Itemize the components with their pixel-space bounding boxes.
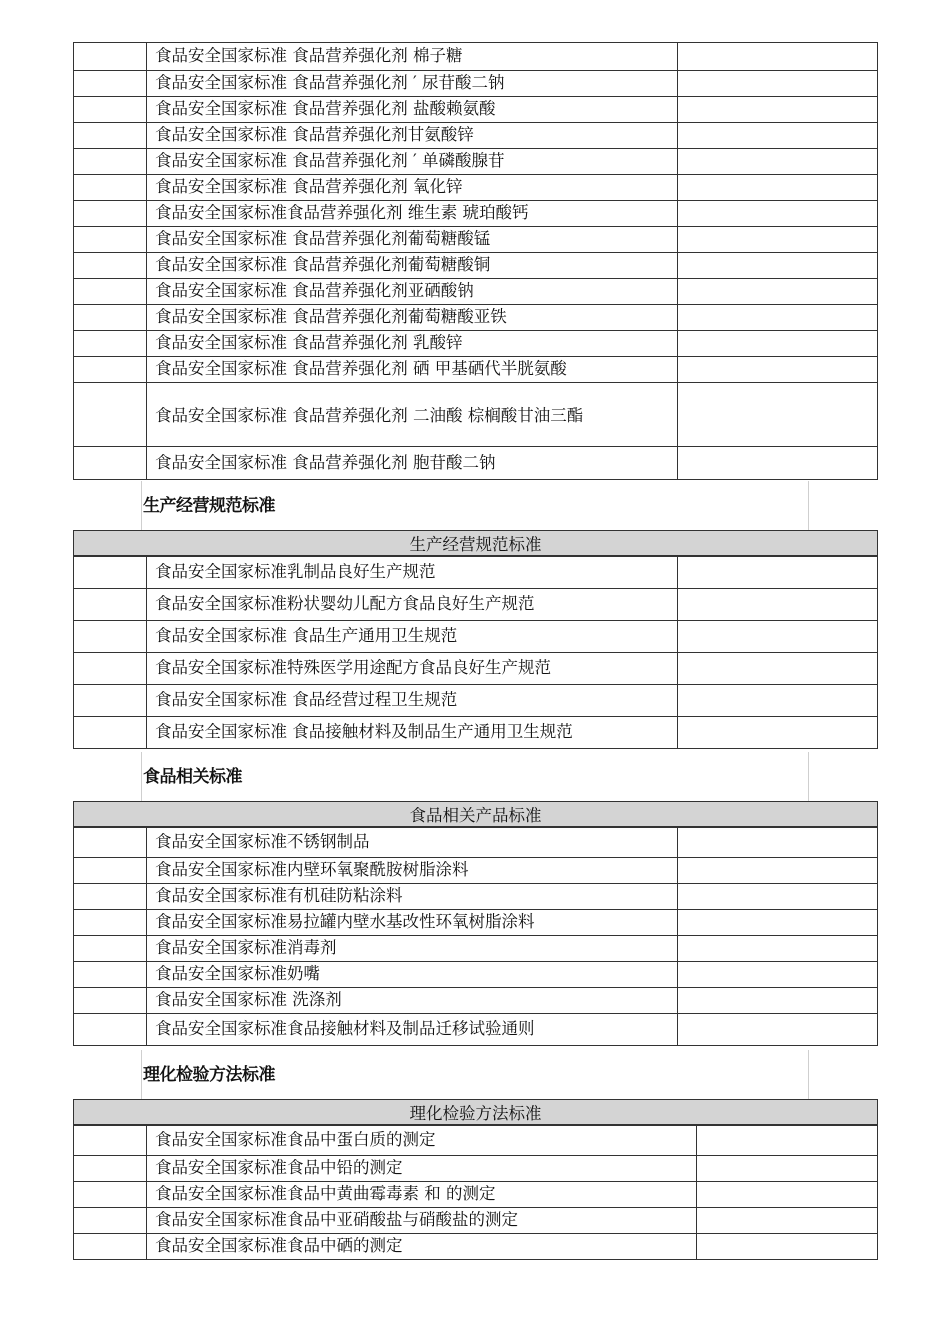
table-header-row [74,1100,878,1126]
standard-name: 食品安全国家标准 食品营养强化剂 二油酸 棕榈酸甘油三酯 [147,383,678,447]
standard-name: 食品安全国家标准食品营养强化剂 维生素 琥珀酸钙 [147,201,678,227]
standard-name: 食品安全国家标准易拉罐内壁水基改性环氧树脂涂料 [147,909,678,935]
standard-name: 食品安全国家标准有机硅防粘涂料 [147,883,678,909]
table-row [74,97,878,123]
standard-name: 食品安全国家标准乳制品良好生产规范 [147,556,678,588]
nutrient-fortifier-table [73,42,878,480]
standard-name: 食品安全国家标准 食品营养强化剂葡萄糖酸亚铁 [147,305,678,331]
standard-name: 食品安全国家标准 食品营养强化剂 ′ 尿苷酸二钠 [147,71,678,97]
table-row [74,1155,878,1181]
physchem-methods-table [73,1099,878,1260]
table-row [74,227,878,253]
table-row [74,684,878,716]
standard-name: 食品安全国家标准 食品营养强化剂 盐酸赖氨酸 [147,97,678,123]
standard-name: 食品安全国家标准 食品营养强化剂葡萄糖酸锰 [147,227,678,253]
table-header: 食品相关产品标准 [74,802,878,828]
table-row [74,383,878,447]
table-row [74,1125,878,1155]
standard-name: 食品安全国家标准消毒剂 [147,935,678,961]
standard-name: 食品安全国家标准 食品营养强化剂 胞苷酸二钠 [147,447,678,480]
table-row [74,652,878,684]
table-row [74,253,878,279]
table-row [74,201,878,227]
standard-name: 食品安全国家标准食品中蛋白质的测定 [147,1125,697,1155]
table-header-row [74,802,878,828]
table-header-row [74,531,878,557]
table-row [74,987,878,1013]
table-row [74,883,878,909]
standard-name: 食品安全国家标准内壁环氧聚酰胺树脂涂料 [147,857,678,883]
standard-name: 食品安全国家标准 食品营养强化剂甘氨酸锌 [147,123,678,149]
table-row [74,1207,878,1233]
standard-name: 食品安全国家标准奶嘴 [147,961,678,987]
section-title: 食品相关标准 [143,767,242,787]
standard-name: 食品安全国家标准不锈钢制品 [147,827,678,857]
table-row [74,909,878,935]
standard-name: 食品安全国家标准 食品营养强化剂 棉子糖 [147,43,678,71]
table-row [74,71,878,97]
table-row [74,961,878,987]
standard-name: 食品安全国家标准 食品营养强化剂亚硒酸钠 [147,279,678,305]
table-row [74,935,878,961]
table-row [74,175,878,201]
standard-name: 食品安全国家标准特殊医学用途配方食品良好生产规范 [147,652,678,684]
standard-name: 食品安全国家标准 食品营养强化剂 硒 甲基硒代半胱氨酸 [147,357,678,383]
standard-name: 食品安全国家标准食品中亚硝酸盐与硝酸盐的测定 [147,1207,697,1233]
table-row [74,43,878,71]
standard-name: 食品安全国家标准食品中铅的测定 [147,1155,697,1181]
table-row [74,123,878,149]
standard-name: 食品安全国家标准 食品营养强化剂 氧化锌 [147,175,678,201]
section-heading-physchem [73,1050,877,1100]
standard-name: 食品安全国家标准 食品营养强化剂 乳酸锌 [147,331,678,357]
table-row [74,149,878,175]
table-row [74,556,878,588]
standard-name: 食品安全国家标准 食品接触材料及制品生产通用卫生规范 [147,716,678,748]
table-row [74,827,878,857]
table-row [74,1013,878,1045]
standard-name: 食品安全国家标准食品接触材料及制品迁移试验通则 [147,1013,678,1045]
standard-name: 食品安全国家标准 食品生产通用卫生规范 [147,620,678,652]
table-header: 理化检验方法标准 [74,1100,878,1126]
table-row [74,1181,878,1207]
table-row [74,588,878,620]
standard-name: 食品安全国家标准 食品经营过程卫生规范 [147,684,678,716]
table-row [74,716,878,748]
table-row [74,357,878,383]
table-row [74,447,878,480]
table-row [74,857,878,883]
standard-name: 食品安全国家标准 食品营养强化剂 ′ 单磷酸腺苷 [147,149,678,175]
section-heading-production [73,481,877,531]
table-row [74,1233,878,1259]
standard-name: 食品安全国家标准食品中硒的测定 [147,1233,697,1259]
standard-name: 食品安全国家标准 洗涤剂 [147,987,678,1013]
table-row [74,620,878,652]
standard-name: 食品安全国家标准 食品营养强化剂葡萄糖酸铜 [147,253,678,279]
production-standards-table [73,530,878,749]
table-header: 生产经营规范标准 [74,531,878,557]
section-title: 理化检验方法标准 [143,1065,275,1085]
table-row [74,305,878,331]
standard-name: 食品安全国家标准食品中黄曲霉毒素 和 的测定 [147,1181,697,1207]
section-heading-related [73,752,877,802]
section-title: 生产经营规范标准 [143,496,275,516]
standard-name: 食品安全国家标准粉状婴幼儿配方食品良好生产规范 [147,588,678,620]
table-row [74,331,878,357]
table-row [74,279,878,305]
related-standards-table [73,801,878,1046]
